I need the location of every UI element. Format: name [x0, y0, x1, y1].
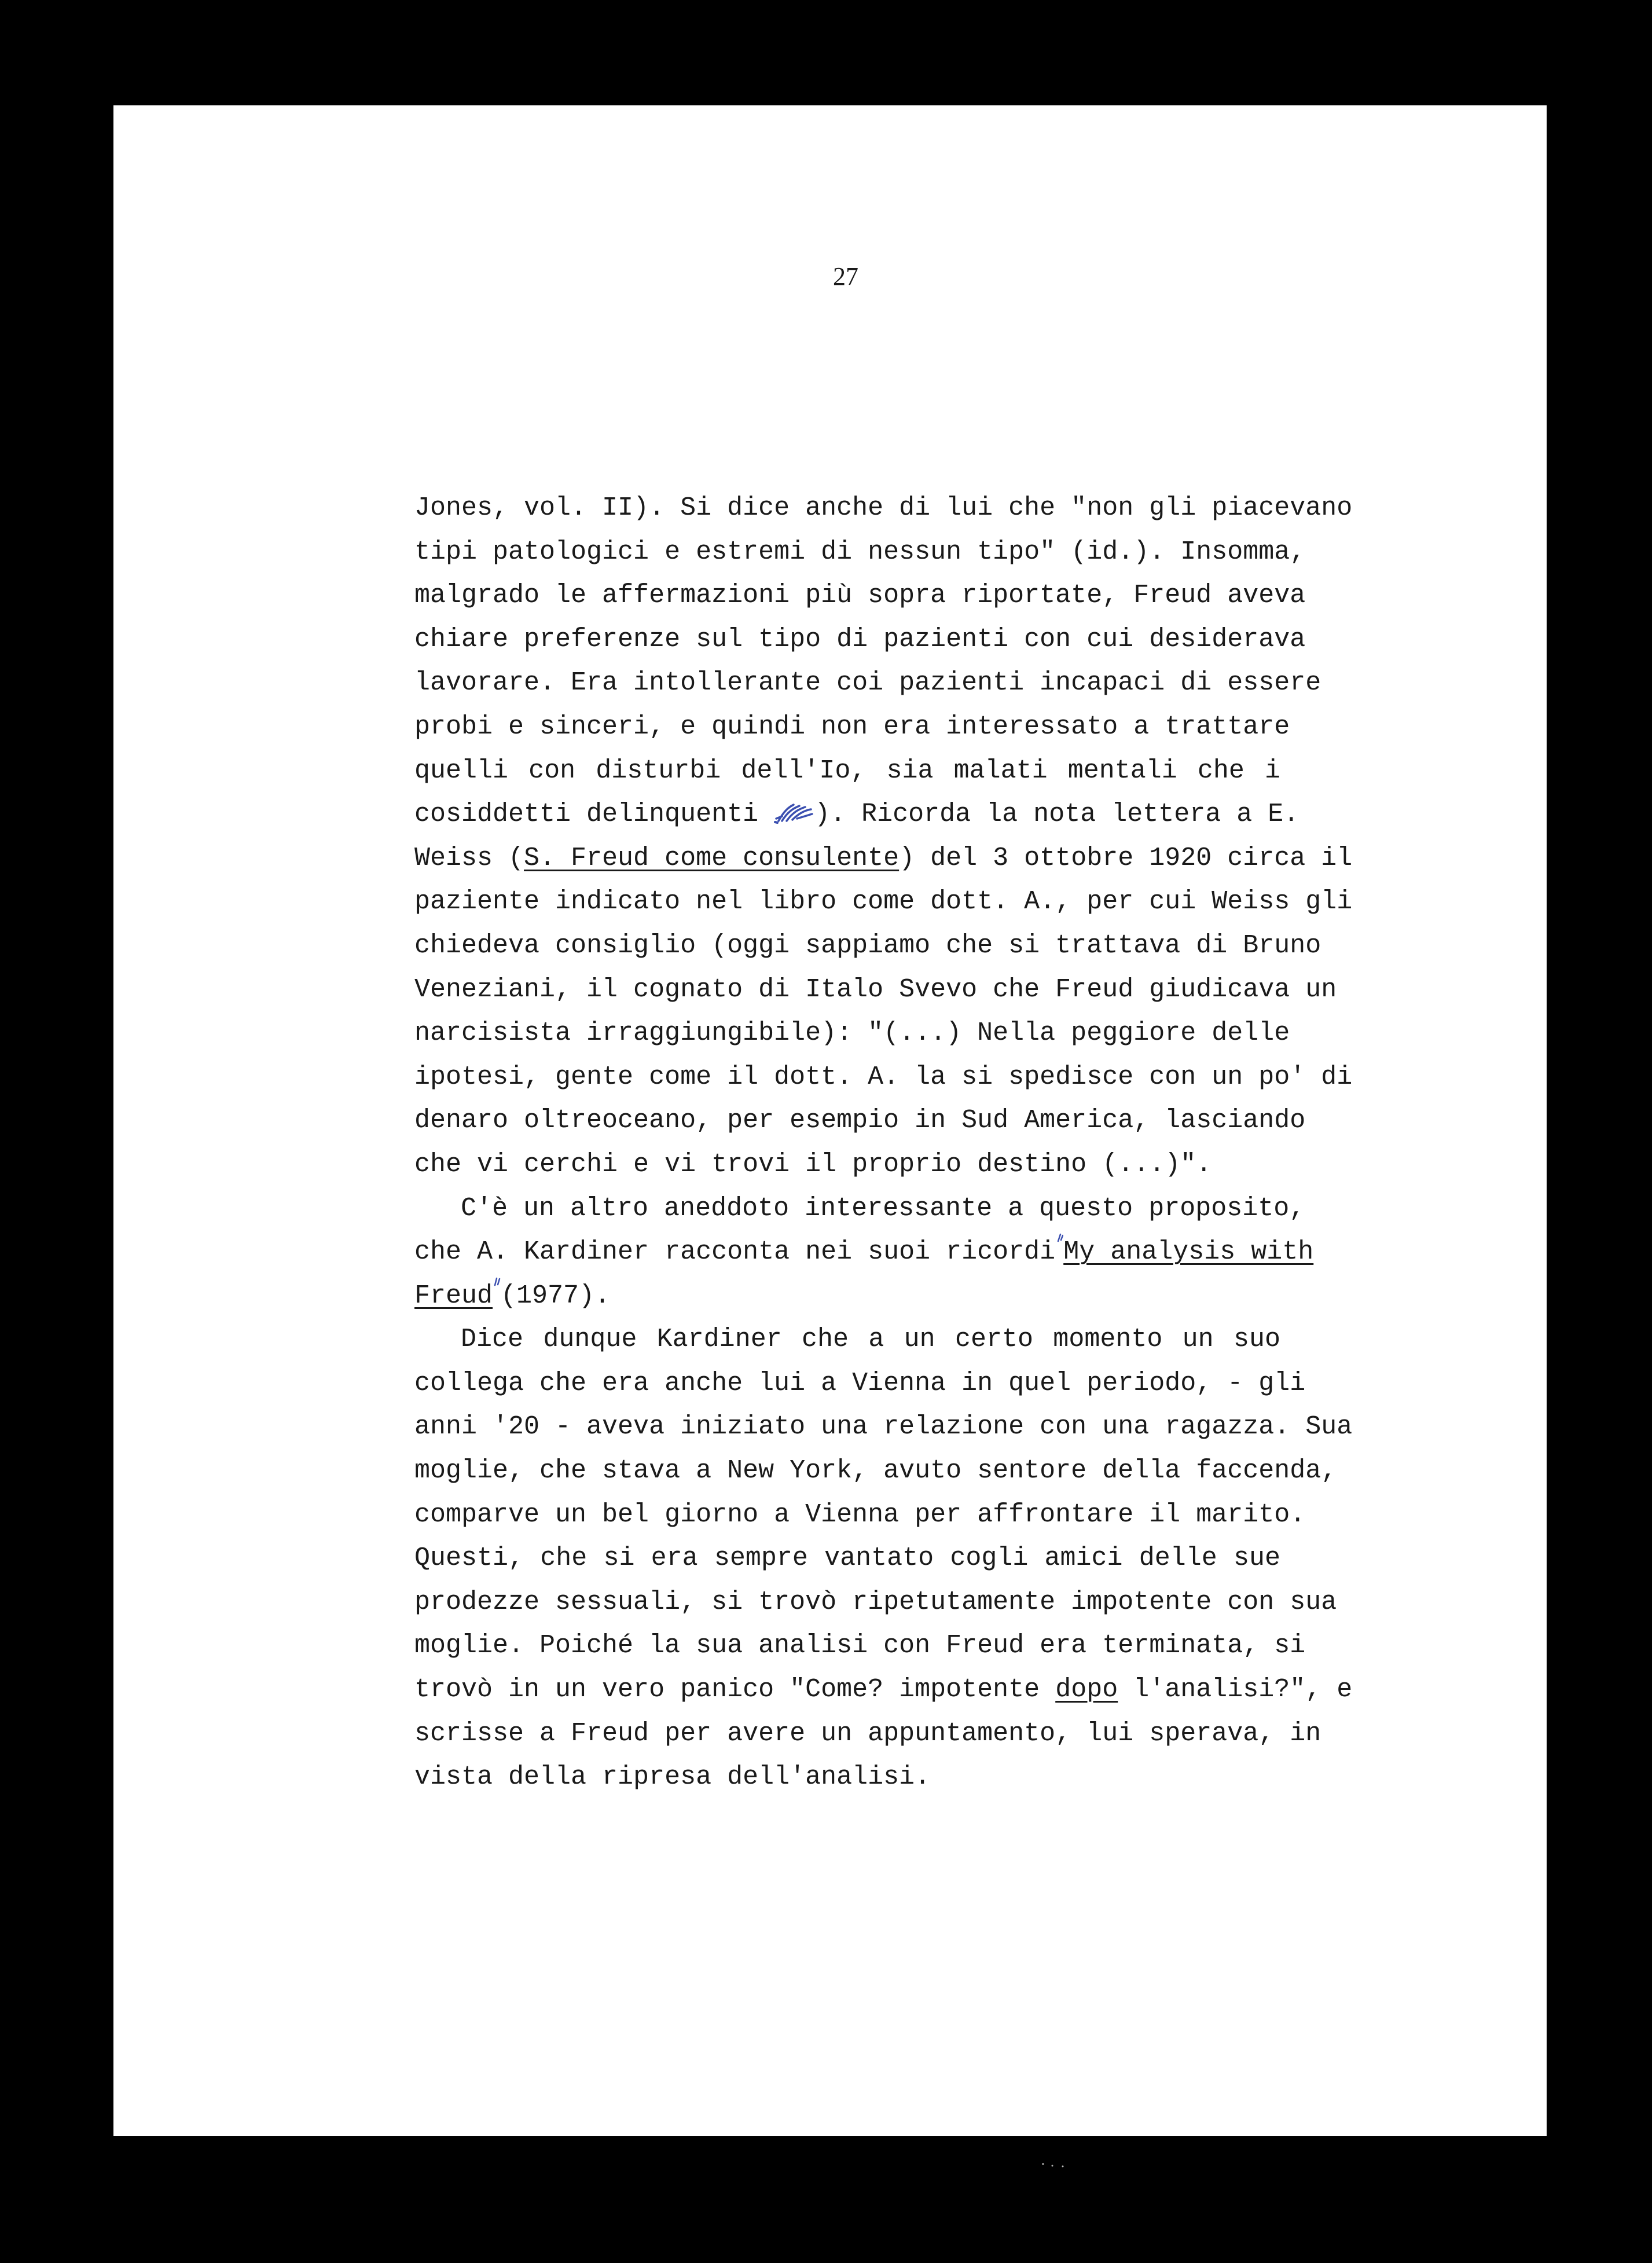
- underlined-title: Freud: [414, 1281, 493, 1311]
- text-fragment: l'analisi?", e: [1133, 1675, 1353, 1705]
- text-line: anni '20 - aveva iniziato una relazione con una ragazza. Sua: [414, 1412, 1353, 1442]
- text-fragment: (1977).: [501, 1281, 611, 1311]
- text-line: chiedeva consiglio (oggi sappiamo che si trattava di Bruno: [414, 930, 1321, 960]
- text-line: Veneziani, il cognato di Italo Svevo che Freud giudicava un: [414, 974, 1337, 1004]
- pen-quote-mark-icon: [1055, 1233, 1063, 1250]
- pen-quote-mark-icon: [493, 1277, 501, 1294]
- text-line: denaro oltreoceano, per esempio in Sud America, lasciando: [414, 1106, 1306, 1136]
- text-line: quelli con disturbi dell'Io, sia malati mentali che i: [414, 755, 1280, 786]
- document-page: [113, 105, 1547, 2136]
- text-line: prodezze sessuali, si trovò ripetutamente impotente con sua: [414, 1587, 1337, 1617]
- text-line: [414, 793, 1299, 837]
- page-number: 27: [833, 262, 858, 291]
- text-line: tipi patologici e estremi di nessun tipo" (id.). Insomma,: [414, 537, 1306, 567]
- text-line: chiare preferenze sul tipo di pazienti con cui desiderava: [414, 624, 1306, 654]
- text-line: [414, 837, 1353, 881]
- text-line: [414, 1230, 1314, 1274]
- text-line: scrisse a Freud per avere un appuntamento, lui sperava, in: [414, 1718, 1321, 1748]
- text-line: lavorare. Era intollerante coi pazienti incapaci di essere: [414, 668, 1321, 698]
- text-line: Dice dunque Kardiner che a un certo momento un suo: [461, 1325, 1280, 1355]
- text-fragment: trovò in un vero panico "Come? impotente: [414, 1675, 1040, 1705]
- text-line: paziente indicato nel libro come dott. A., per cui Weiss gli: [414, 887, 1353, 917]
- text-line: probi e sinceri, e quindi non era interessato a trattare: [414, 711, 1290, 742]
- underlined-word: dopo: [1055, 1675, 1118, 1705]
- scan-speck-icon: [1040, 2161, 1074, 2169]
- text-fragment: Weiss (: [414, 843, 524, 873]
- text-line: vista della ripresa dell'analisi.: [414, 1762, 931, 1792]
- text-fragment: ). Ricorda la nota lettera a E.: [814, 799, 1299, 830]
- text-line: C'è un altro aneddoto interessante a questo proposito,: [461, 1193, 1305, 1223]
- underlined-title: My analysis with: [1063, 1237, 1314, 1267]
- text-line: che vi cerchi e vi trovi il proprio destino (...)".: [414, 1149, 1212, 1179]
- underlined-title: S. Freud come consulente: [524, 843, 900, 873]
- text-line: moglie. Poiché la sua analisi con Freud era terminata, si: [414, 1631, 1306, 1661]
- pen-scribble-icon: [774, 799, 814, 824]
- text-line: collega che era anche lui a Vienna in quel periodo, - gli: [414, 1368, 1306, 1398]
- text-fragment: cosiddetti delinquenti: [414, 799, 759, 830]
- text-fragment: che A. Kardiner racconta nei suoi ricordi: [414, 1237, 1056, 1267]
- text-line: malgrado le affermazioni più sopra riportate, Freud aveva: [414, 581, 1306, 611]
- text-line: [414, 1668, 1353, 1712]
- text-line: moglie, che stava a New York, avuto sentore della faccenda,: [414, 1456, 1337, 1486]
- text-line: ipotesi, gente come il dott. A. la si spedisce con un po' di: [414, 1062, 1353, 1092]
- body-text: [414, 486, 1353, 1799]
- text-line: Jones, vol. II). Si dice anche di lui che "non gli piacevano: [414, 493, 1353, 523]
- text-fragment: ) del 3 ottobre 1920 circa il: [899, 843, 1353, 873]
- text-line: comparve un bel giorno a Vienna per affrontare il marito.: [414, 1499, 1306, 1530]
- text-line: Questi, che si era sempre vantato cogli amici delle sue: [414, 1543, 1280, 1574]
- text-line: [414, 1274, 1280, 1318]
- text-line: narcisista irraggiungibile): "(...) Nella peggiore delle: [414, 1018, 1290, 1048]
